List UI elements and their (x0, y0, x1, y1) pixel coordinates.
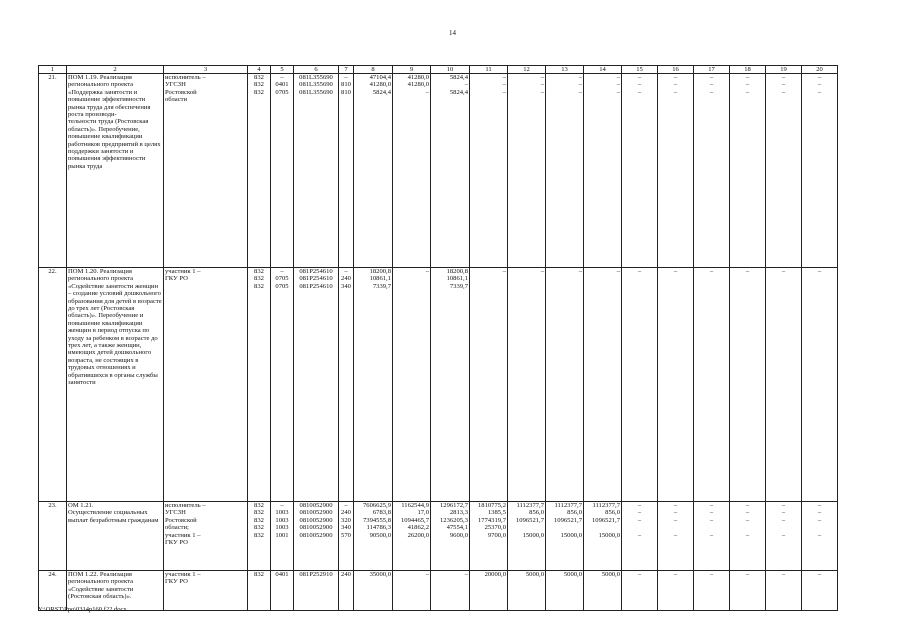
cell-2029: – – – – (766, 502, 802, 571)
cell-2026: – (658, 268, 694, 502)
row-number: 21. (39, 74, 67, 268)
cell-2026: – (658, 571, 694, 611)
cell-grbs: 832 832 832 (248, 74, 271, 268)
column-number: 6 (294, 66, 339, 74)
cell-2027: – (694, 268, 730, 502)
executor: участник 1 – ГКУ РО (164, 571, 248, 611)
cell-2028: – – – – (730, 502, 766, 571)
cell-2025: – (622, 268, 658, 502)
column-number: 13 (546, 66, 584, 74)
cell-rzpr: – 1003 1003 1003 1001 (271, 502, 294, 571)
column-number: 8 (354, 66, 393, 74)
cell-2027: – (694, 571, 730, 611)
column-number: 14 (584, 66, 622, 74)
cell-grbs: 832 (248, 571, 271, 611)
column-number: 4 (248, 66, 271, 74)
cell-2022: 5000,0 (508, 571, 546, 611)
column-number: 5 (271, 66, 294, 74)
measure-name: ПОМ 1.20. Реализация регионального проекта «Содействие занятости женщин – создание условий дошкольного образования для детей в возрасте до трех лет (Ростовская область)». Переобучение и повышение квалификации женщин в период отпуска по уходу за ребенком в возрасте до трех лет, а также женщин, имеющих детей дошкольного возраста, не состоящих в трудовых отношениях и обратившихся в органы службы занятости (67, 268, 164, 502)
column-number: 1 (39, 66, 67, 74)
cell-rzpr: 0401 (271, 571, 294, 611)
table-row (39, 571, 838, 611)
column-number: 10 (431, 66, 470, 74)
cell-2023: – – – (546, 74, 584, 268)
cell-2028: – – – (730, 74, 766, 268)
executor: исполнитель – УГСЗН Ростовской области; участник 1 – ГКУ РО (164, 502, 248, 571)
cell-2026: – – – (658, 74, 694, 268)
cell-vr: – 240 320 340 570 (339, 502, 354, 571)
cell-2028: – (730, 268, 766, 502)
cell-2023: 5000,0 (546, 571, 584, 611)
page-number: 14 (449, 29, 456, 37)
cell-2021: 1810775,2 1385,5 1774319,7 25370,0 9700,0 (470, 502, 508, 571)
cell-2029: – – – (766, 74, 802, 268)
cell-2024: – (584, 268, 622, 502)
cell-2030: – (802, 571, 838, 611)
row-number: 24. (39, 571, 67, 611)
cell-csr: 081P254610 081P254610 081P254610 (294, 268, 339, 502)
cell-2019: 41280,0 41280,0 – (393, 74, 431, 268)
cell-2020: 18200,8 10861,1 7339,7 (431, 268, 470, 502)
executor: участник 1 – ГКУ РО (164, 268, 248, 502)
cell-vr: – 810 810 (339, 74, 354, 268)
cell-grbs: 832 832 832 (248, 268, 271, 502)
cell-2030: – – – (802, 74, 838, 268)
cell-2029: – (766, 268, 802, 502)
cell-2021: – – – (470, 74, 508, 268)
row-number: 22. (39, 268, 67, 502)
cell-rzpr: – 0705 0705 (271, 268, 294, 502)
executor: исполнитель – УГСЗН Ростовской области (164, 74, 248, 268)
cell-2025: – – – (622, 74, 658, 268)
cell-2028: – (730, 571, 766, 611)
cell-2021: – (470, 268, 508, 502)
cell-2025: – – – – (622, 502, 658, 571)
cell-2029: – (766, 571, 802, 611)
cell-2024: – – – (584, 74, 622, 268)
column-number: 7 (339, 66, 354, 74)
cell-2019: 1162544,9 17,0 1094465,7 41862,2 26200,0 (393, 502, 431, 571)
row-number: 23. (39, 502, 67, 571)
table-row (39, 502, 838, 571)
column-number: 20 (802, 66, 838, 74)
table-row (39, 74, 838, 268)
column-number: 19 (766, 66, 802, 74)
measure-name: ПОМ 1.22. Реализация регионального проекта «Содействие занятости (Ростовская область)». (67, 571, 164, 611)
cell-2022: 1112377,7 856,0 1096521,7 15000,0 (508, 502, 546, 571)
table-row (39, 268, 838, 502)
cell-2024: 1112377,7 856,0 1096521,7 15000,0 (584, 502, 622, 571)
cell-total: 18200,8 10861,1 7339,7 (354, 268, 393, 502)
cell-2019: – (393, 268, 431, 502)
column-number: 18 (730, 66, 766, 74)
cell-total: 35000,0 (354, 571, 393, 611)
column-number: 15 (622, 66, 658, 74)
cell-2026: – – – – (658, 502, 694, 571)
cell-csr: 0810052900 0810052900 0810052900 0810052900 0810052900 (294, 502, 339, 571)
measure-name: ПОМ 1.19. Реализация регионального проекта «Поддержка занятости и повышение эффективности рынка труда для обеспечения роста производи- тельности труда (Ростовская область)». Переобучение, повышение квалификации работников предприятий в целях поддержки занятости и повышения эффективности рынка труда (67, 74, 164, 268)
cell-2030: – – – – (802, 502, 838, 571)
cell-2022: – (508, 268, 546, 502)
cell-2024: 5000,0 (584, 571, 622, 611)
cell-2030: – (802, 268, 838, 502)
cell-2027: – – – – (694, 502, 730, 571)
column-number-row (39, 66, 838, 74)
column-number: 3 (164, 66, 248, 74)
cell-2025: – (622, 571, 658, 611)
cell-2020: 1296172,7 2813,3 1236205,3 47554,1 9600,0 (431, 502, 470, 571)
cell-2023: – (546, 268, 584, 502)
budget-table (38, 65, 838, 611)
cell-2023: 1112377,7 856,0 1096521,7 15000,0 (546, 502, 584, 571)
cell-2020: – (431, 571, 470, 611)
column-number: 12 (508, 66, 546, 74)
cell-2022: – – – (508, 74, 546, 268)
cell-vr: – 240 340 (339, 268, 354, 502)
cell-grbs: 832 832 832 832 832 (248, 502, 271, 571)
cell-csr: 081P252910 (294, 571, 339, 611)
column-number: 11 (470, 66, 508, 74)
file-path-footer: Y:\ORST\Ppo\0314p160.f22.docx (38, 606, 127, 613)
column-number: 17 (694, 66, 730, 74)
column-number: 9 (393, 66, 431, 74)
cell-rzpr: – 0401 0705 (271, 74, 294, 268)
cell-2027: – – – (694, 74, 730, 268)
cell-csr: 081L355690 081L355690 081L355690 (294, 74, 339, 268)
cell-total: 7606625,9 6783,8 7394555,8 114786,3 90500,0 (354, 502, 393, 571)
cell-2020: 5824,4 – 5824,4 (431, 74, 470, 268)
cell-total: 47104,4 41280,0 5824,4 (354, 74, 393, 268)
cell-2021: 20000,0 (470, 571, 508, 611)
cell-vr: 240 (339, 571, 354, 611)
column-number: 2 (67, 66, 164, 74)
measure-name: ОМ 1.21. Осуществление социальных выплат безработным гражданам (67, 502, 164, 571)
cell-2019: – (393, 571, 431, 611)
column-number: 16 (658, 66, 694, 74)
